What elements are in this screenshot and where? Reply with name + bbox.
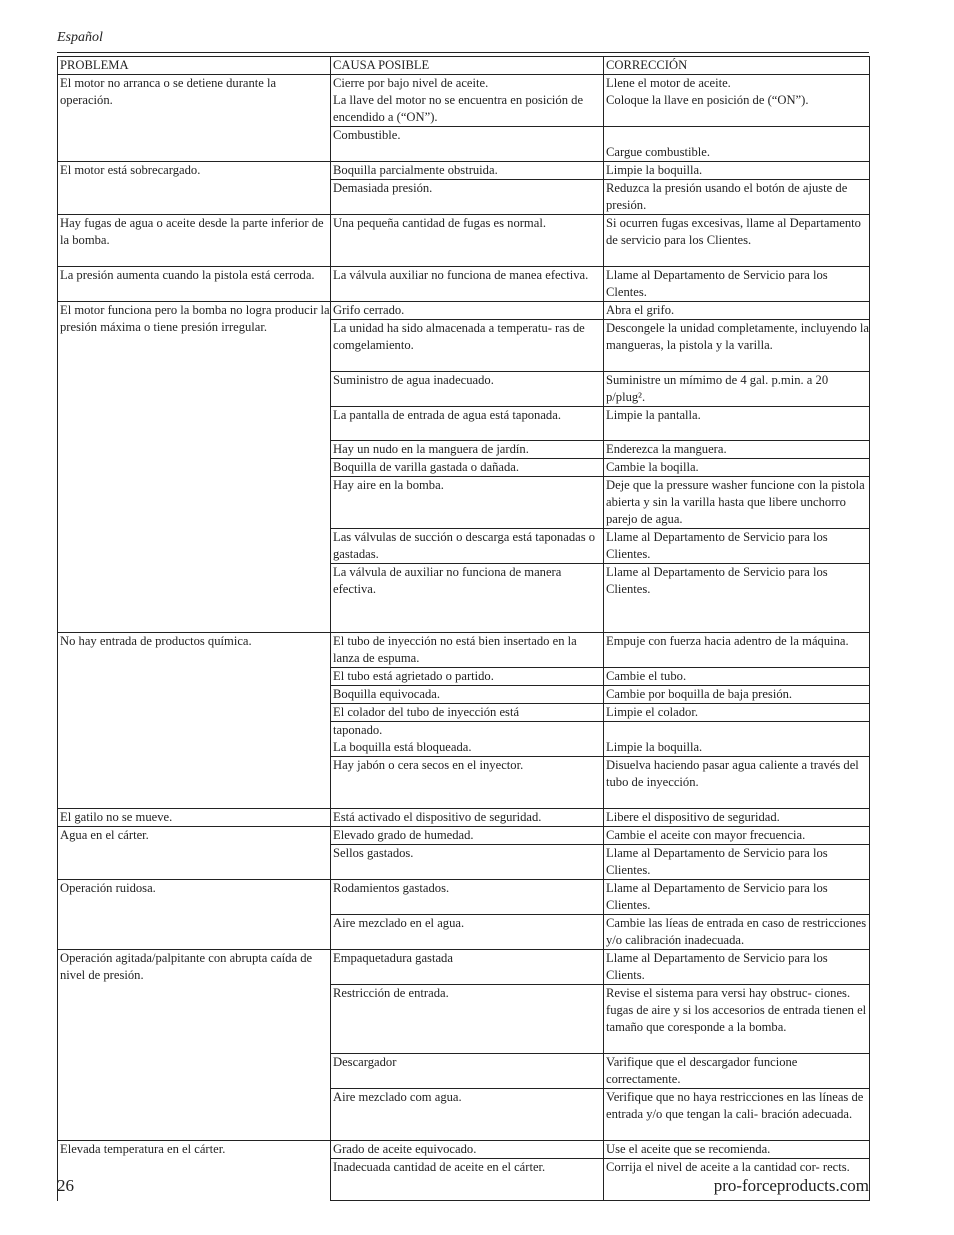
- correction-cell: Llame al Departamento de Servicio para los Clentes.: [604, 267, 870, 302]
- table-row: [58, 950, 870, 985]
- table-row: [58, 827, 870, 845]
- correction-cell: Cambie la boqilla.: [604, 459, 870, 477]
- problem-cell: Agua en el cárter.: [58, 827, 331, 880]
- correction-cell: Cargue combustible.: [604, 127, 870, 162]
- cause-cell: Hay aire en la bomba.: [331, 477, 604, 529]
- cause-cell: Descargador: [331, 1054, 604, 1089]
- correction-cell: Empuje con fuerza hacia adentro de la máquina.: [604, 633, 870, 668]
- correction-cell: Suministre un mímimo de 4 gal. p.min. a 20 p/plug².: [604, 372, 870, 407]
- cause-cell: taponado. La boquilla está bloqueada.: [331, 722, 604, 757]
- table-row: [58, 162, 870, 180]
- correction-cell: Llame al Departamento de Servicio para los Clientes.: [604, 564, 870, 633]
- correction-cell: Cambie el aceite con mayor frecuencia.: [604, 827, 870, 845]
- correction-cell: Corrija el nivel de aceite a la cantidad cor- rects.: [604, 1159, 870, 1201]
- correction-cell: Deje que la pressure washer funcione con la pistola abierta y sin la varilla hasta que libere unchorro parejo de agua.: [604, 477, 870, 529]
- cause-cell: Boquilla equivocada.: [331, 686, 604, 704]
- troubleshooting-table: [57, 56, 870, 1201]
- cause-cell: Inadecuada cantidad de aceite en el cárter.: [331, 1159, 604, 1201]
- table-row: [58, 302, 870, 320]
- correction-cell: Abra el grifo.: [604, 302, 870, 320]
- correction-cell: Limpie la pantalla.: [604, 407, 870, 441]
- correction-cell: Cambie el tubo.: [604, 668, 870, 686]
- problem-cell: El motor no arranca o se detiene durante la operación.: [58, 75, 331, 162]
- table-row: [58, 1141, 870, 1159]
- cause-cell: Una pequeña cantidad de fugas es normal.: [331, 215, 604, 267]
- correction-cell: Llame al Departamento de Servicio para los Clients.: [604, 950, 870, 985]
- correction-cell: Verifique que no haya restricciones en las líneas de entrada y/o que tengan la cali- bración adecuada.: [604, 1089, 870, 1141]
- cause-cell: La pantalla de entrada de agua está taponada.: [331, 407, 604, 441]
- cause-cell: Elevado grado de humedad.: [331, 827, 604, 845]
- cause-cell: Aire mezclado com agua.: [331, 1089, 604, 1141]
- correction-cell: Llame al Departamento de Servicio para los Clientes.: [604, 880, 870, 915]
- correction-cell: Revise el sistema para versi hay obstruc- ciones. fugas de aire y si los accesorios de entrada tienen el tamaño que coresponde a la bomba.: [604, 985, 870, 1054]
- correction-cell: Limpie la boquilla.: [604, 162, 870, 180]
- cause-cell: Aire mezclado en el agua.: [331, 915, 604, 950]
- correction-cell: Descongele la unidad completamente, incluyendo la mangueras, la pistola y la varilla.: [604, 320, 870, 372]
- cause-cell: Combustible.: [331, 127, 604, 162]
- problem-cell: Elevada temperatura en el cárter.: [58, 1141, 331, 1201]
- table-row: [58, 809, 870, 827]
- correction-cell: Libere el dispositivo de seguridad.: [604, 809, 870, 827]
- correction-cell: Varifique que el descargador funcione correctamente.: [604, 1054, 870, 1089]
- problem-cell: Operación agitada/palpitante con abrupta caída de nivel de presión.: [58, 950, 331, 1141]
- correction-cell: Llame al Departamento de Servicio para los Clientes.: [604, 529, 870, 564]
- cause-cell: Demasiada presión.: [331, 180, 604, 215]
- correction-cell: Llene el motor de aceite. Coloque la llave en posición de (“ON”).: [604, 75, 870, 127]
- cause-cell: El tubo de inyección no está bien insertado en la lanza de espuma.: [331, 633, 604, 668]
- correction-cell: Cambie por boquilla de baja presión.: [604, 686, 870, 704]
- table-header-row: [58, 57, 870, 75]
- cause-cell: Está activado el dispositivo de seguridad.: [331, 809, 604, 827]
- correction-cell: Reduzca la presión usando el botón de ajuste de presión.: [604, 180, 870, 215]
- cause-cell: Restricción de entrada.: [331, 985, 604, 1054]
- problem-cell: El motor funciona pero la bomba no logra producir la presión máxima o tiene presión irregular.: [58, 302, 331, 633]
- table-row: [58, 215, 870, 267]
- table-row: [58, 633, 870, 668]
- cause-cell: Las válvulas de succión o descarga está taponadas o gastadas.: [331, 529, 604, 564]
- cause-cell: Grado de aceite equivocado.: [331, 1141, 604, 1159]
- correction-cell: Limpie la boquilla.: [604, 722, 870, 757]
- correction-cell: Disuelva haciendo pasar agua caliente a través del tubo de inyección.: [604, 757, 870, 809]
- problem-cell: No hay entrada de productos química.: [58, 633, 331, 809]
- cause-cell: La válvula auxiliar no funciona de manea efectiva.: [331, 267, 604, 302]
- cause-cell: La válvula de auxiliar no funciona de manera efectiva.: [331, 564, 604, 633]
- page-number: 26: [57, 1176, 74, 1195]
- column-header-causa: CAUSA POSIBLE: [331, 57, 604, 75]
- cause-cell: La unidad ha sido almacenada a temperatu- ras de comgelamiento.: [331, 320, 604, 372]
- problem-cell: La presión aumenta cuando la pistola está cerroda.: [58, 267, 331, 302]
- correction-cell: Cambie las líeas de entrada en caso de restricciones y/o calibración inadecuada.: [604, 915, 870, 950]
- table-row: [58, 75, 870, 127]
- cause-cell: Grifo cerrado.: [331, 302, 604, 320]
- table-row: [58, 880, 870, 915]
- column-header-problema: PROBLEMA: [58, 57, 331, 75]
- cause-cell: Boquilla de varilla gastada o dañada.: [331, 459, 604, 477]
- problem-cell: Operación ruidosa.: [58, 880, 331, 950]
- website-url: pro-forceproducts.com: [713, 1176, 869, 1195]
- cause-cell: Boquilla parcialmente obstruida.: [331, 162, 604, 180]
- cause-cell: Hay jabón o cera secos en el inyector.: [331, 757, 604, 809]
- cause-cell: Cierre por bajo nivel de aceite. La llave del motor no se encuentra en posición de encendido a (“ON”).: [331, 75, 604, 127]
- problem-cell: El gatilo no se mueve.: [58, 809, 331, 827]
- column-header-correccion: CORRECCIÓN: [604, 57, 870, 75]
- correction-cell: Limpie el colador.: [604, 704, 870, 722]
- cause-cell: El colador del tubo de inyección está: [331, 704, 604, 722]
- header-rule: [57, 52, 869, 53]
- correction-cell: Enderezca la manguera.: [604, 441, 870, 459]
- cause-cell: Hay un nudo en la manguera de jardín.: [331, 441, 604, 459]
- cause-cell: El tubo está agrietado o partido.: [331, 668, 604, 686]
- cause-cell: Empaquetadura gastada: [331, 950, 604, 985]
- problem-cell: El motor está sobrecargado.: [58, 162, 331, 215]
- correction-cell: Llame al Departamento de Servicio para los Clientes.: [604, 845, 870, 880]
- correction-cell: Si ocurren fugas excesivas, llame al Departamento de servicio para los Clientes.: [604, 215, 870, 267]
- language-label: Español: [57, 30, 103, 45]
- cause-cell: Rodamientos gastados.: [331, 880, 604, 915]
- correction-cell: Use el aceite que se recomienda.: [604, 1141, 870, 1159]
- cause-cell: Suministro de agua inadecuado.: [331, 372, 604, 407]
- table-row: [58, 267, 870, 302]
- cause-cell: Sellos gastados.: [331, 845, 604, 880]
- problem-cell: Hay fugas de agua o aceite desde la parte inferior de la bomba.: [58, 215, 331, 267]
